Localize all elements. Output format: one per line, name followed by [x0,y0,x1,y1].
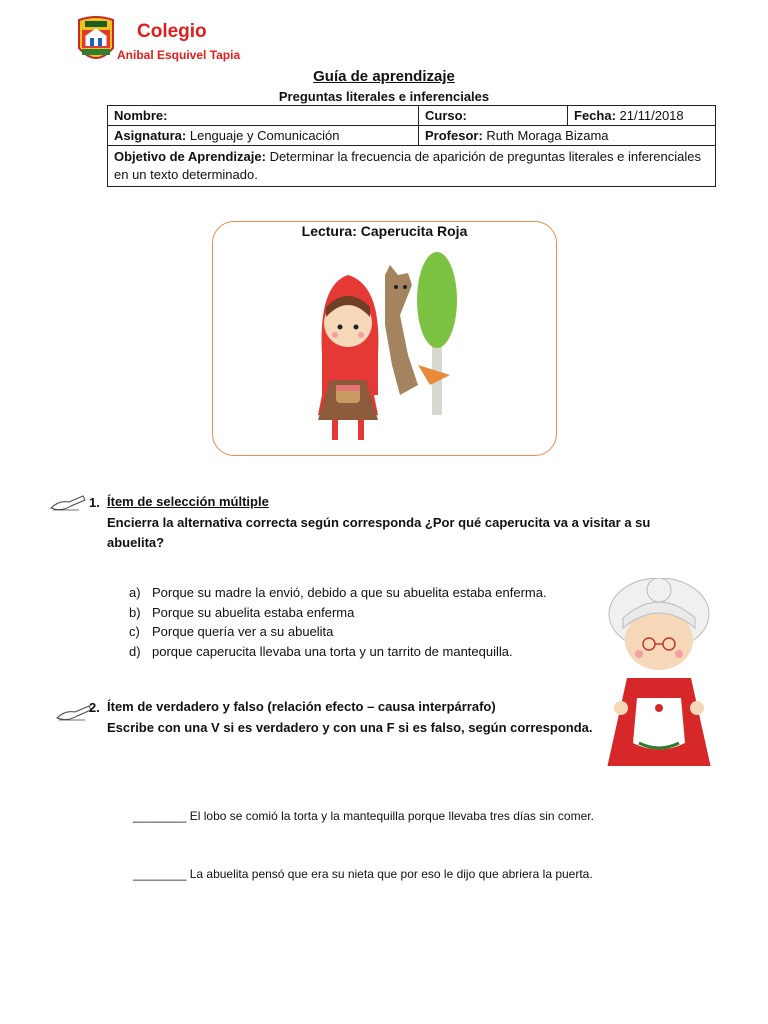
fecha-cell [568,106,716,126]
profesor-value: Ruth Moraga Bizama [486,128,609,143]
q2-number: 2. [89,700,100,715]
nombre-cell[interactable] [108,106,419,126]
asignatura-cell [108,126,419,146]
q2-prompt: Escribe con una V si es verdadero y con una F si es falso, según corresponda. [107,720,593,735]
grandmother-illustration [603,578,715,783]
school-name: Colegio [137,21,207,42]
option-letter: b) [129,605,141,620]
option-text: Porque su abuelita estaba enferma [152,605,355,620]
profesor-label: Profesor: [425,128,483,143]
pencil-hand-icon [55,704,93,722]
q1-prompt: Encierra la alternativa correcta según corresponda ¿Por qué caperucita va a visitar a su abuelita? [107,515,651,550]
school-subtitle: Anibal Esquivel Tapia [117,48,241,62]
option-d[interactable] [129,644,589,662]
document-subtitle: Preguntas literales e inferenciales [278,89,490,104]
option-a[interactable] [129,585,589,603]
reading-title: Lectura: Caperucita Roja [301,223,468,239]
q1-heading: Ítem de selección múltiple [107,494,269,509]
option-letter: c) [129,624,140,639]
objetivo-value: Determinar la frecuencia de aparición de preguntas literales e inferenciales en un texto determinado. [114,149,701,182]
true-false-statement-2[interactable]: ________ La abuelita pensó que era su nieta que por eso le dijo que abriera la puerta. [133,867,593,881]
q1-number: 1. [89,495,100,510]
objetivo-cell [108,146,716,187]
red-riding-hood-illustration [300,245,470,450]
school-logo [76,16,116,66]
profesor-cell [419,126,716,146]
option-letter: a) [129,585,141,600]
asignatura-value: Lenguaje y Comunicación [189,128,340,143]
option-b[interactable] [129,605,589,623]
curso-label: Curso: [425,108,467,123]
option-c[interactable] [129,624,589,642]
pencil-hand-icon [49,494,87,512]
q2-heading: Ítem de verdadero y falso (relación efecto – causa interpárrafo) [107,699,496,714]
option-text: Porque su madre la envió, debido a que su abuelita estaba enferma. [152,585,547,600]
fecha-label: Fecha: [574,108,616,123]
info-table [107,105,716,187]
document-title: Guía de aprendizaje [313,68,455,85]
option-letter: d) [129,644,141,659]
option-text: Porque quería ver a su abuelita [152,624,334,639]
fecha-value: 21/11/2018 [619,108,684,123]
option-text: porque caperucita llevaba una torta y un tarrito de mantequilla. [152,644,513,659]
true-false-statement-1[interactable]: ________ El lobo se comió la torta y la mantequilla porque llevaba tres días sin comer. [133,809,594,823]
objetivo-label: Objetivo de Aprendizaje: [114,149,266,164]
curso-cell[interactable] [419,106,568,126]
asignatura-label: Asignatura: [114,128,187,143]
nombre-label: Nombre: [114,108,168,123]
